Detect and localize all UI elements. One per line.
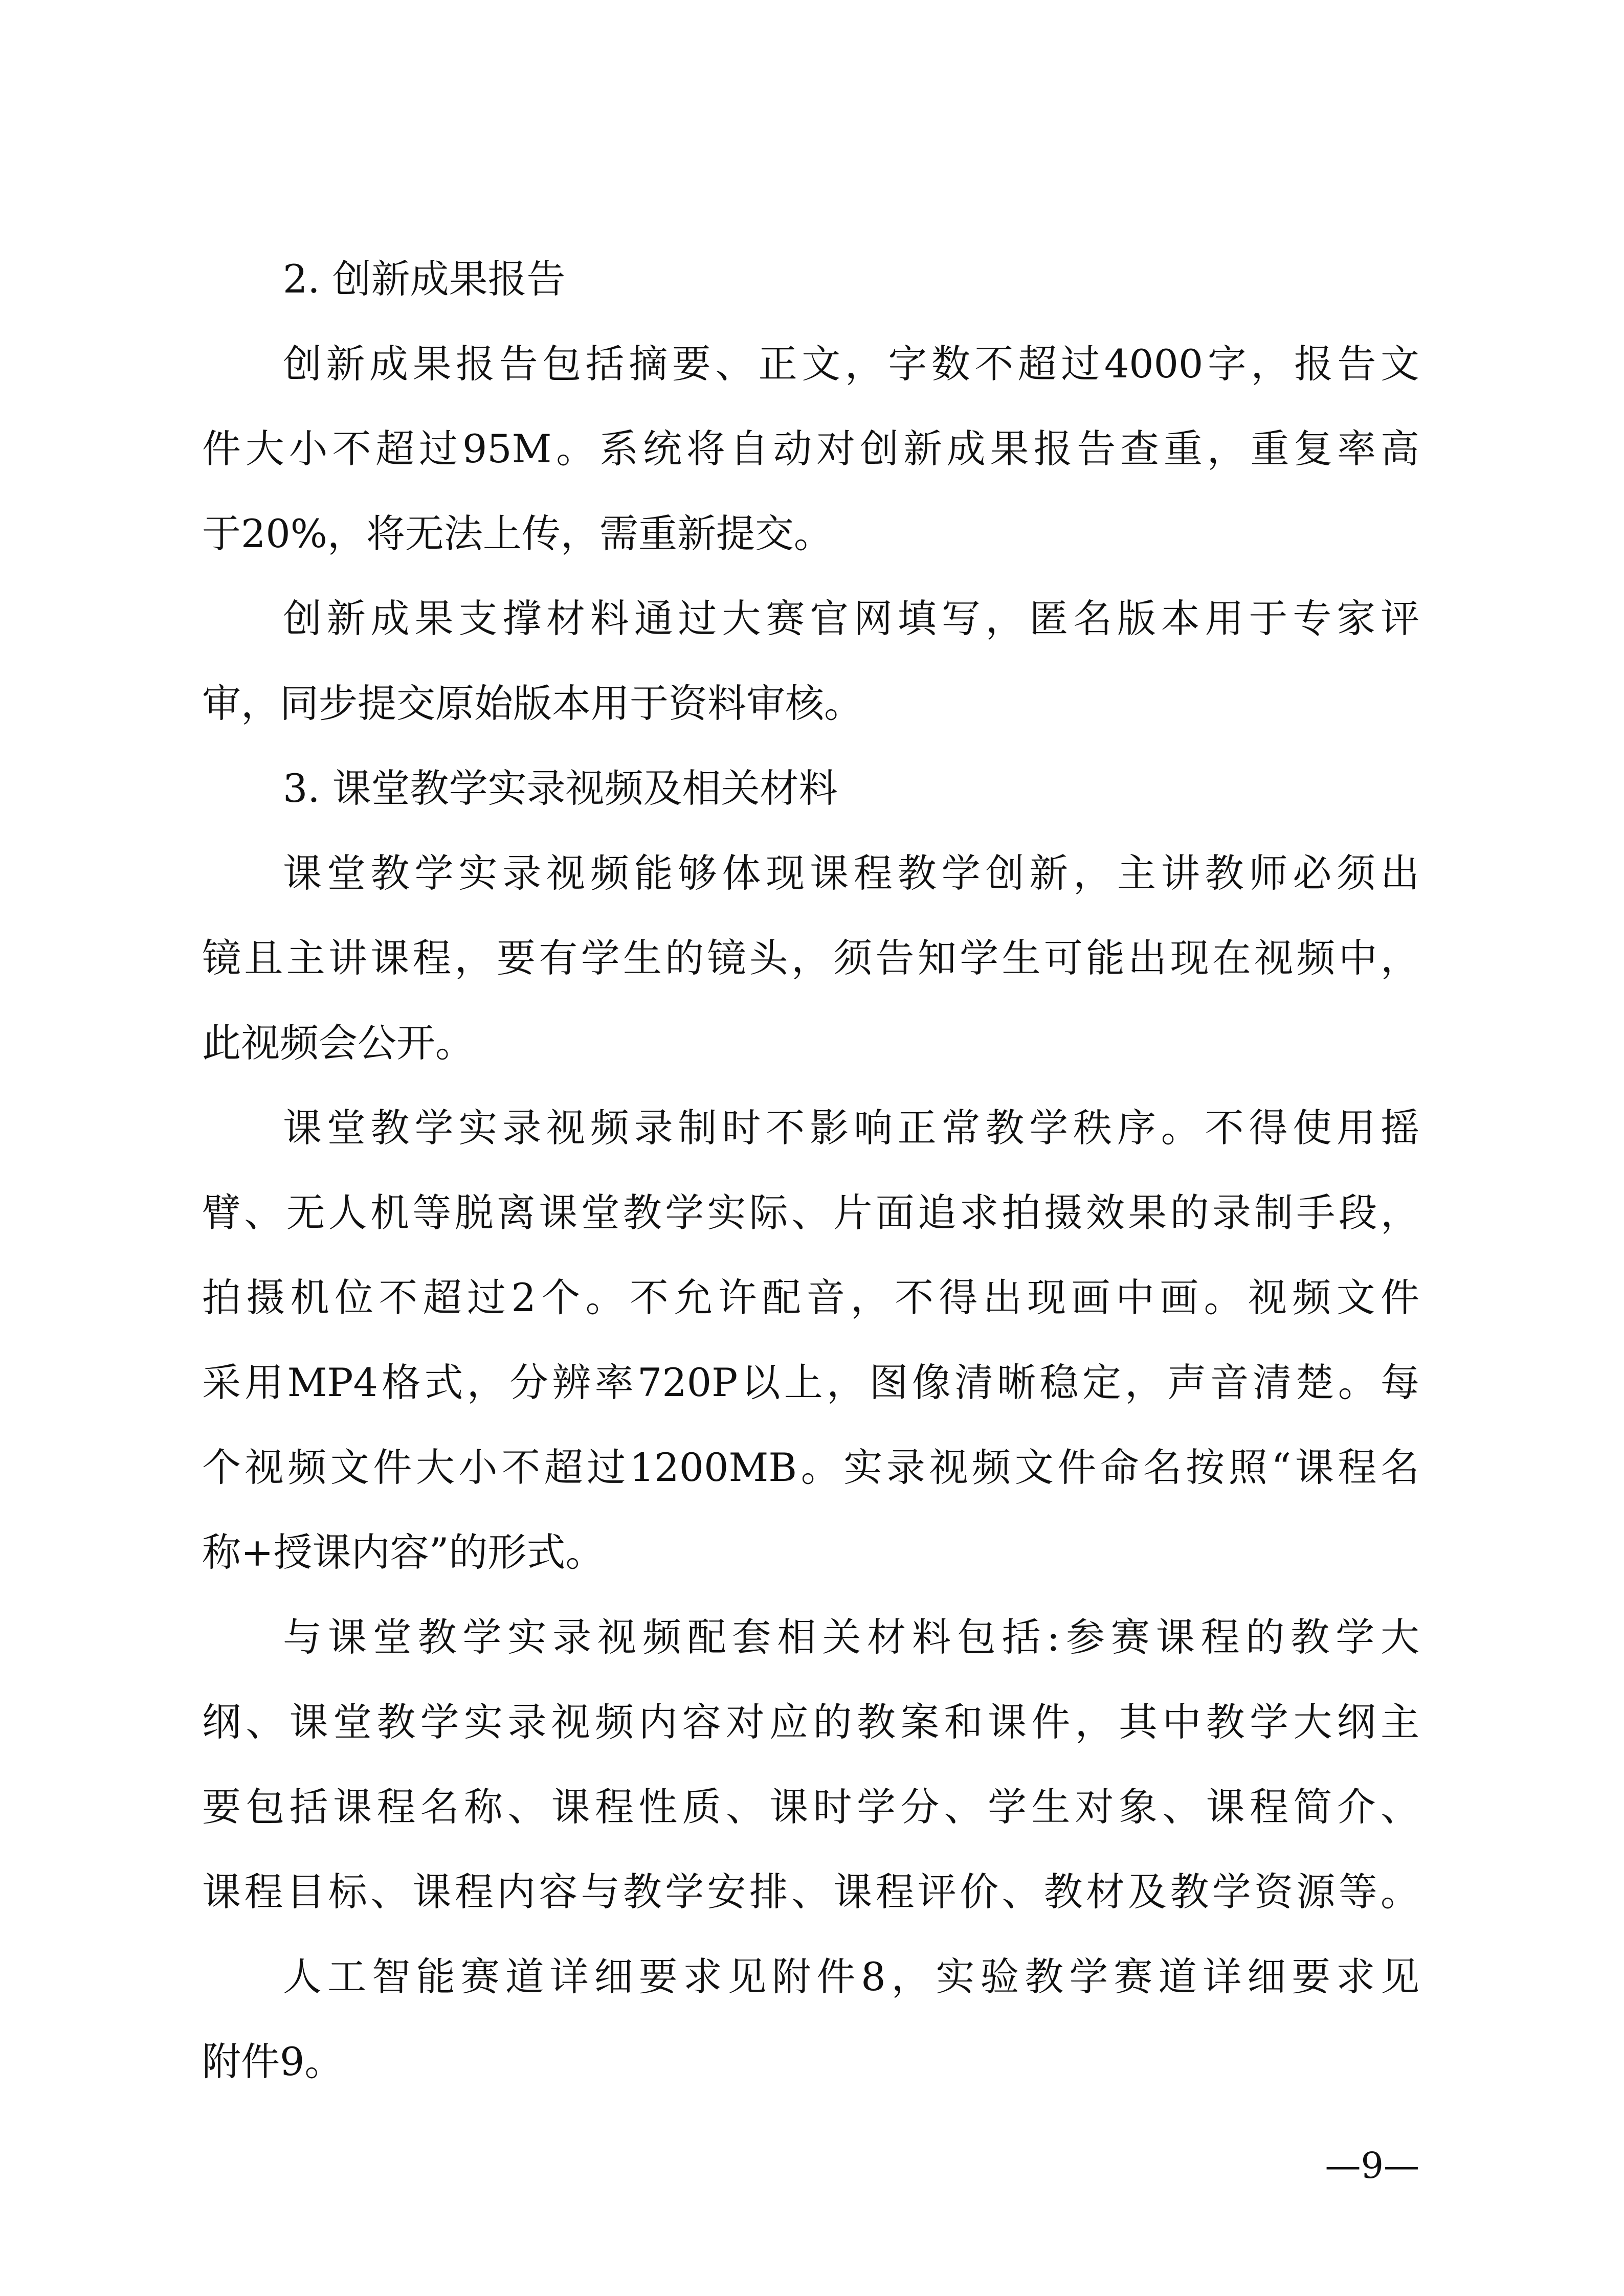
paragraph-line: 附件9。	[202, 2039, 344, 2084]
paragraph-line: 称+授课内容”的形式。	[202, 1529, 605, 1575]
paragraph-line: 审，同步提交原始版本用于资料审核。	[202, 681, 863, 726]
paragraph-line: 课程目标、课程内容与教学安排、课程评价、教材及教学资源等。	[202, 1869, 1419, 1915]
section-heading-innovation-report: 2. 创新成果报告	[283, 256, 566, 302]
paragraph-line: 臂、无人机等脱离课堂教学实际、片面追求拍摄效果的录制手段，	[202, 1190, 1419, 1235]
paragraph-line: 拍摄机位不超过2个。不允许配音，不得出现画中画。视频文件	[202, 1275, 1419, 1320]
paragraph-line: 此视频会公开。	[202, 1020, 474, 1066]
paragraph-line: 镜且主讲课程，要有学生的镜头，须告知学生可能出现在视频中，	[202, 935, 1419, 981]
paragraph-line: 与课堂教学实录视频配套相关材料包括:参赛课程的教学大	[283, 1614, 1419, 1660]
paragraph-line: 课堂教学实录视频能够体现课程教学创新，主讲教师必须出	[283, 850, 1419, 896]
section-heading-classroom-video: 3. 课堂教学实录视频及相关材料	[283, 766, 838, 811]
paragraph-line: 创新成果报告包括摘要、正文，字数不超过4000字，报告文	[283, 341, 1419, 387]
page-number: —9—	[1325, 2145, 1419, 2187]
paragraph-line: 要包括课程名称、课程性质、课时学分、学生对象、课程简介、	[202, 1784, 1419, 1830]
paragraph-line: 课堂教学实录视频录制时不影响正常教学秩序。不得使用摇	[283, 1105, 1419, 1151]
paragraph-line: 纲、课堂教学实录视频内容对应的教案和课件，其中教学大纲主	[202, 1699, 1419, 1745]
paragraph-line: 于20%，将无法上传，需重新提交。	[202, 511, 833, 556]
paragraph-line: 创新成果支撑材料通过大赛官网填写，匿名版本用于专家评	[283, 596, 1419, 641]
paragraph-line: 采用MP4格式，分辨率720P以上，图像清晰稳定，声音清楚。每	[202, 1360, 1419, 1405]
paragraph-line: 件大小不超过95M。系统将自动对创新成果报告查重，重复率高	[202, 426, 1419, 471]
paragraph-line: 个视频文件大小不超过1200MB。实录视频文件命名按照“课程名	[202, 1445, 1419, 1490]
paragraph-line: 人工智能赛道详细要求见附件8，实验教学赛道详细要求见	[283, 1954, 1419, 1999]
